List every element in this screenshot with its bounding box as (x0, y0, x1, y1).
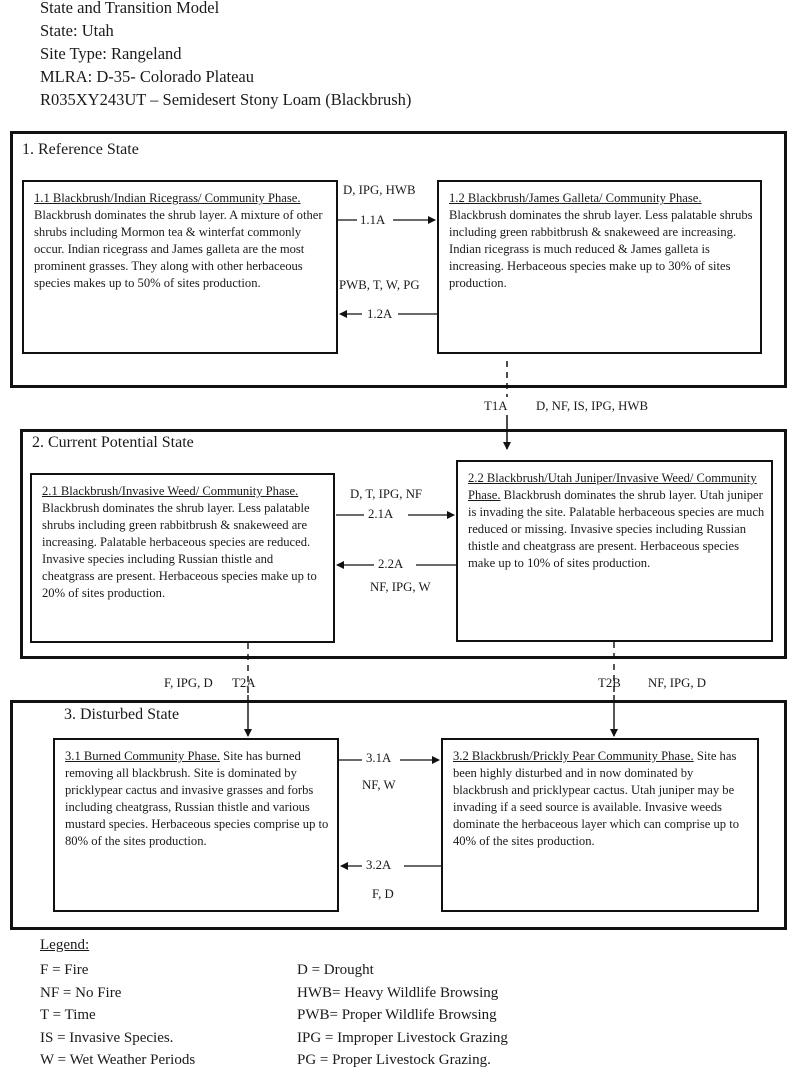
phase-2-1-title: 2.1 Blackbrush/Invasive Weed/ Community Phase. (42, 484, 299, 498)
transition-3-1a-causes: NF, W (362, 778, 396, 792)
legend-item: D = Drought (297, 962, 374, 978)
transition-3-2a-causes: F, D (372, 887, 394, 901)
transition-3-2a-label: 3.2A (366, 858, 392, 872)
legend-item: PG = Proper Livestock Grazing. (297, 1052, 491, 1068)
transition-1-1a-causes: D, IPG, HWB (343, 183, 416, 197)
phase-1-2-text: Blackbrush dominates the shrub layer. Less palatable shrubs including green rabbitbrush & snakeweed are increasing. Indian ricegrass is much reduced & James galleta is increasing. Herbaceous species make up to 30% of sites production. (449, 208, 753, 290)
transition-t2a-causes: F, IPG, D (164, 676, 213, 690)
phase-3-2-text: Site has been highly disturbed and in now dominated by blackbrush and pricklypear cactus. Utah juniper may be invading if a seed source is available. Invasive weeds dominate the herbaceous layer which can comprise up to 40% of the sites production. (453, 749, 740, 848)
phase-2-2-text: Blackbrush dominates the shrub layer. Utah juniper is invading the site. Palatable herbaceous species are much reduced or missing. Invasive species including Russian thistle and cheatgrass are present. Herbaceous species make up to 10% of sites production. (468, 488, 765, 570)
phase-3-1-title: 3.1 Burned Community Phase. (65, 749, 220, 763)
legend-item: IS = Invasive Species. (40, 1029, 174, 1046)
transition-2-2a-label: 2.2A (378, 557, 404, 571)
legend-title: Legend: (40, 937, 90, 953)
transition-3-1a-label: 3.1A (366, 751, 392, 765)
transition-t1a-causes: D, NF, IS, IPG, HWB (536, 399, 649, 413)
site-type: Site Type: Rangeland (40, 44, 182, 63)
phase-1-1-title: 1.1 Blackbrush/Indian Ricegrass/ Community Phase. (34, 191, 301, 205)
transition-t2a-label: T2A (232, 676, 256, 690)
legend-item: HWB= Heavy Wildlife Browsing (297, 984, 499, 1001)
transition-2-2a-causes: NF, IPG, W (370, 580, 431, 594)
legend-item: T = Time (40, 1007, 96, 1023)
legend-item: F = Fire (40, 962, 89, 978)
legend-item: IPG = Improper Livestock Grazing (297, 1029, 508, 1046)
phase-2-1-text: Blackbrush dominates the shrub layer. Less palatable shrubs including green rabbitbrush & snakeweed are increasing. Palatable herbaceous species are reduced. Invasive species including Russian thistle and cheatgrass are present. Herbaceous species make up to 20% of sites production. (42, 501, 317, 600)
transition-t1a-label: T1A (484, 399, 508, 413)
state-name: State: Utah (40, 21, 114, 40)
transition-t2b-label: T2B (598, 676, 621, 690)
transition-1-2a-causes: PWB, T, W, PG (339, 278, 420, 292)
model-title: State and Transition Model (40, 0, 220, 17)
current-potential-state-title: 2. Current Potential State (32, 434, 194, 451)
legend-left-column (40, 959, 195, 1072)
mlra: MLRA: D-35- Colorado Plateau (40, 67, 255, 86)
ecological-site-id: R035XY243UT – Semidesert Stony Loam (Blackbrush) (40, 90, 412, 109)
phase-1-2-title: 1.2 Blackbrush/James Galleta/ Community Phase. (449, 191, 702, 205)
phase-3-1-text: Site has burned removing all blackbrush. Site is dominated by pricklypear cactus and invasive grasses and forbs including cheatgrass, Russian thistle and various mustard species. Herbaceous species comprise up to 80% of the sites production. (65, 749, 329, 848)
phase-3-2-title: 3.2 Blackbrush/Prickly Pear Community Phase. (453, 749, 694, 763)
phase-1-1-text: Blackbrush dominates the shrub layer. A mixture of other shrubs including Mormon tea & winterfat commonly occur. Indian ricegrass and James galleta are the most prominent grasses. They along with other herbaceous species makes up to 50% of sites production. (34, 208, 323, 290)
transition-1-1a-label: 1.1A (360, 213, 386, 227)
reference-state-title: 1. Reference State (22, 141, 139, 158)
legend-item: W = Wet Weather Periods (40, 1052, 196, 1068)
disturbed-state-title: 3. Disturbed State (64, 706, 180, 723)
legend-item: PWB= Proper Wildlife Browsing (297, 1007, 497, 1023)
phase-2-2-title: 2.2 Blackbrush/Utah Juniper/Invasive Weed/ Community Phase. (468, 471, 757, 502)
transition-1-2a-label: 1.2A (367, 307, 393, 321)
legend-right-column (297, 959, 508, 1072)
transition-t2b-causes: NF, IPG, D (648, 676, 706, 690)
legend-item: NF = No Fire (40, 984, 122, 1001)
transition-2-1a-label: 2.1A (368, 507, 394, 521)
transition-2-1a-causes: D, T, IPG, NF (350, 487, 423, 501)
